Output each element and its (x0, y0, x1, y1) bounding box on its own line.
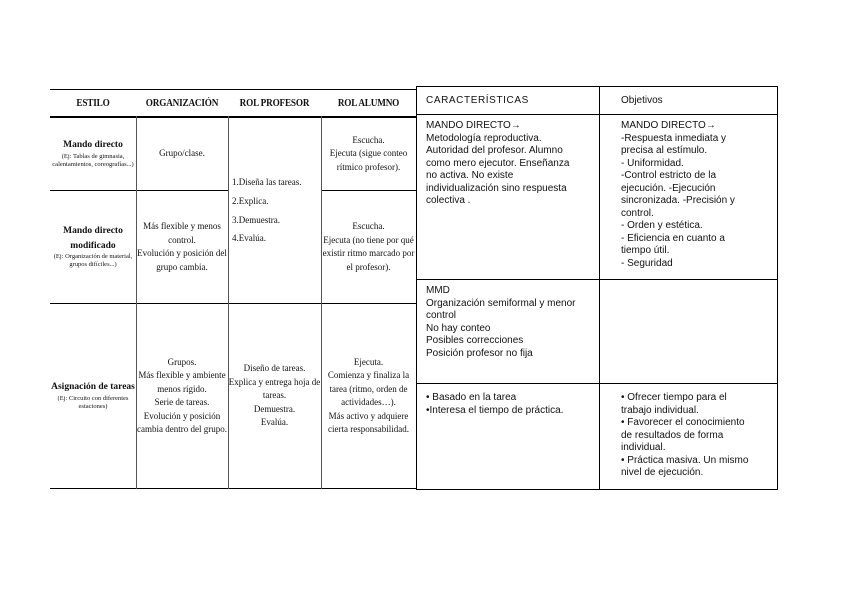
rows1-2-rol-profesor: 1.Diseña las tareas. 2.Explica. 3.Demuestra. 4.Evalúa. (232, 176, 302, 244)
row3-organizacion: Grupos. Más flexible y ambiente menos rígido. Serie de tareas. Evolución y posición cambia dentro del grupo. (137, 356, 227, 434)
row2-estilo-title: Mando directo modificado (63, 226, 123, 251)
row1-organizacion: Grupo/clase. (159, 148, 205, 159)
row3-rol-alumno: Ejecuta. Comienza y finaliza la tarea (ritmo, orden de actividades…). Más activo y adquiere cierta responsabilidad. (327, 356, 410, 434)
header-objetivos: Objetivos (621, 95, 663, 106)
row1-estilo (50, 118, 136, 190)
row1-rol-alumno: Escucha. Ejecuta (sigue conteo rítmico profesor). (329, 134, 408, 172)
row2-estilo (50, 191, 136, 303)
left-style-table (50, 89, 416, 489)
row3-estilo-example: (Ej: Circuito con diferentes estaciones) (57, 394, 129, 411)
row3-objetivos: • Ofrecer tiempo para el trabajo individual. • Favorecer el conocimiento de resultados de forma individual. • Práctica masiva. Un mismo nivel de ejecución. (621, 392, 749, 478)
header-divider (417, 114, 777, 115)
right-characteristics-table (416, 86, 778, 490)
row-divider (417, 279, 777, 280)
row1-objetivos: MANDO DIRECTO→ -Respuesta inmediata y precisa al estímulo. - Uniformidad. -Control estricto de la ejecución. -Ejecución sincronizada. -Precisión y control. - Orden y estética. - Eficiencia en cuanto a tiempo útil. - Seguridad (621, 120, 735, 269)
row1-estilo-title: Mando directo (63, 140, 123, 151)
row3-caracteristicas: • Basado en la tarea •Interesa el tiempo de práctica. (426, 392, 564, 416)
header-caracteristicas: CARACTERÍSTICAS (426, 95, 529, 106)
header-rol-alumno: ROL ALUMNO (337, 98, 400, 109)
row2-estilo-example: (Ej: Organización de material, grupos difíciles...) (53, 252, 133, 269)
table-border (50, 89, 416, 90)
row3-rol-profesor: Diseño de tareas. Explica y entrega hoja de tareas. Demuestra. Evalúa. (228, 363, 321, 428)
row1-caracteristicas: MANDO DIRECTO→ Metodología reproductiva. Autoridad del profesor. Alumno como mero ejecutor. Enseñanza no activa. No existe individualización sino respuesta colectiva . (426, 120, 570, 206)
row2-organizacion: Más flexible y menos control. Evolución y posición del grupo cambia. (137, 221, 227, 272)
row-divider (417, 383, 777, 384)
row2-caracteristicas: MMD Organización semiformal y menor control No hay conteo Posibles correcciones Posición profesor no fija (426, 285, 576, 359)
table-bottom-border (50, 488, 416, 489)
header-rol-profesor: ROL PROFESOR (239, 98, 310, 109)
header-organizacion: ORGANIZACIÓN (145, 98, 219, 109)
row1-estilo-example: (Ej: Tablas de gimnasia, calentamientos, coreografías...) (52, 152, 134, 169)
row3-estilo (50, 304, 136, 488)
row3-estilo-title: Asignación de tareas (51, 382, 135, 393)
column-divider (599, 87, 600, 489)
header-estilo: ESTILO (76, 98, 110, 109)
row2-rol-alumno: Escucha. Ejecuta (no tiene por qué existir ritmo marcado por el profesor). (322, 221, 415, 272)
